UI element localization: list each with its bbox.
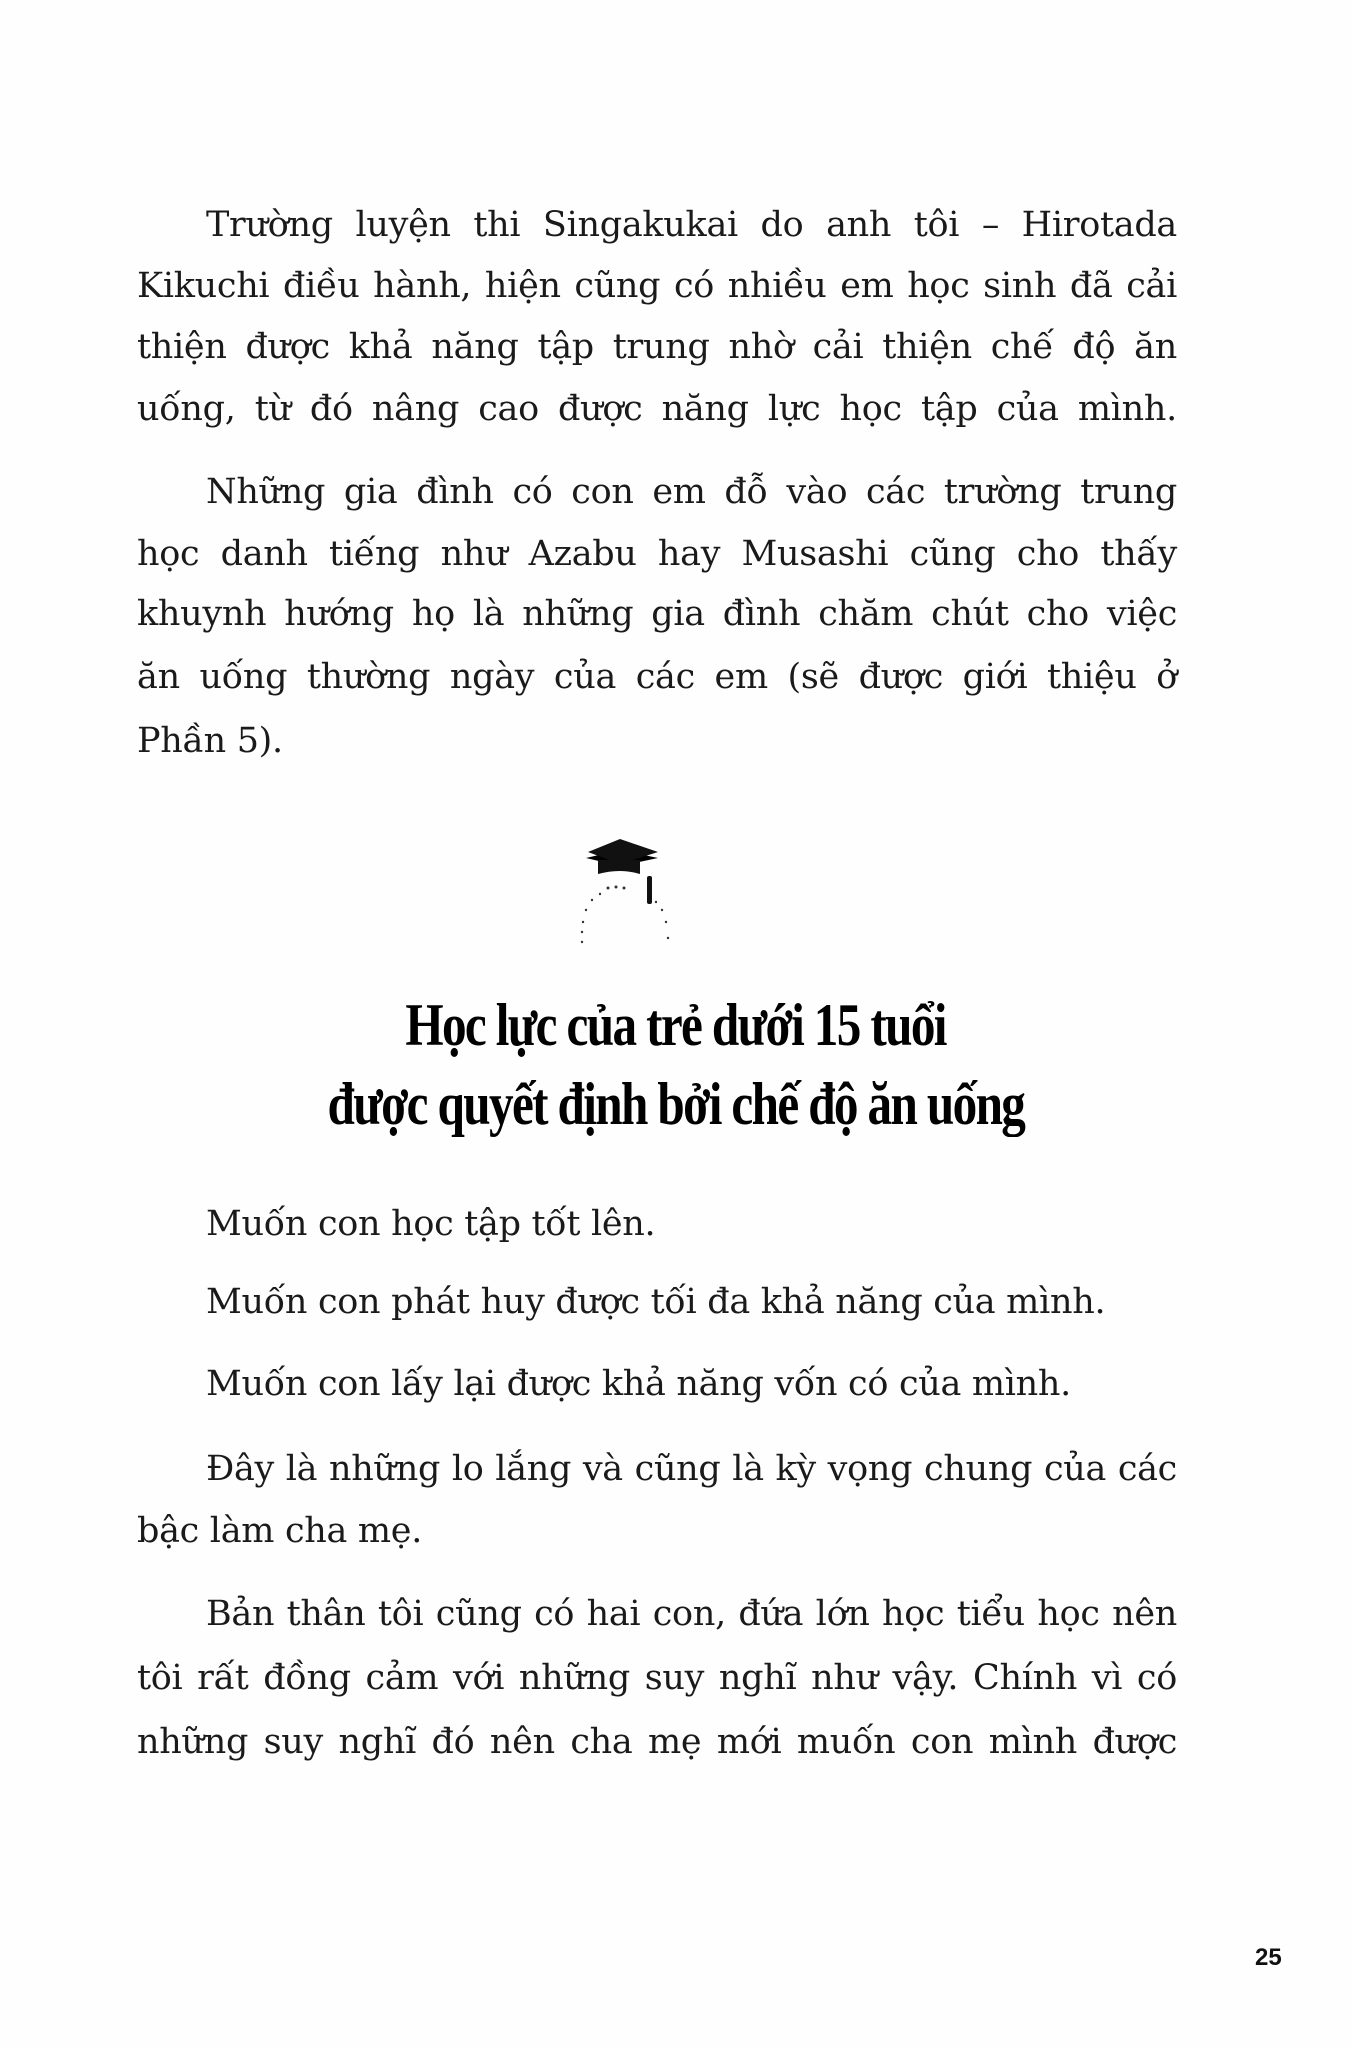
paragraph-3-line: Muốn con phát huy được tối đa khả năng của mình.	[206, 1282, 1106, 1322]
paragraph-2-line: khuynh hướng họ là những gia đình chăm chút cho việc	[137, 594, 1177, 634]
section-heading-line: Học lực của trẻ dưới 15 tuổi	[405, 992, 946, 1058]
paragraph-5-line: những suy nghĩ đó nên cha mẹ mới muốn con mình được	[137, 1722, 1177, 1762]
paragraph-2-line: Những gia đình có con em đỗ vào các trường trung	[206, 472, 1177, 512]
paragraph-3-line: Muốn con học tập tốt lên.	[206, 1204, 656, 1244]
graduation-cap-icon	[580, 830, 710, 950]
paragraph-4-line: Đây là những lo lắng và cũng là kỳ vọng chung của các	[206, 1449, 1177, 1489]
paragraph-1-line: uống, từ đó nâng cao được năng lực học tập của mình.	[137, 389, 1177, 429]
paragraph-1-line: Kikuchi điều hành, hiện cũng có nhiều em học sinh đã cải	[137, 266, 1177, 306]
paragraph-5-line: Bản thân tôi cũng có hai con, đứa lớn học tiểu học nên	[206, 1594, 1177, 1634]
paragraph-2-line: Phần 5).	[137, 721, 283, 761]
section-heading-line: được quyết định bởi chế độ ăn uống	[327, 1071, 1024, 1137]
paragraph-2-line: học danh tiếng như Azabu hay Musashi cũng cho thấy	[137, 534, 1177, 574]
paragraph-1-line: Trường luyện thi Singakukai do anh tôi – Hirotada	[206, 205, 1177, 245]
paragraph-1-line: thiện được khả năng tập trung nhờ cải thiện chế độ ăn	[137, 327, 1177, 367]
paragraph-5-line: tôi rất đồng cảm với những suy nghĩ như vậy. Chính vì có	[137, 1658, 1177, 1698]
paragraph-3-line: Muốn con lấy lại được khả năng vốn có của mình.	[206, 1364, 1071, 1404]
page-number: 25	[1255, 1944, 1282, 1971]
paragraph-4-line: bậc làm cha mẹ.	[137, 1511, 423, 1551]
paragraph-2-line: ăn uống thường ngày của các em (sẽ được giới thiệu ở	[137, 657, 1177, 697]
